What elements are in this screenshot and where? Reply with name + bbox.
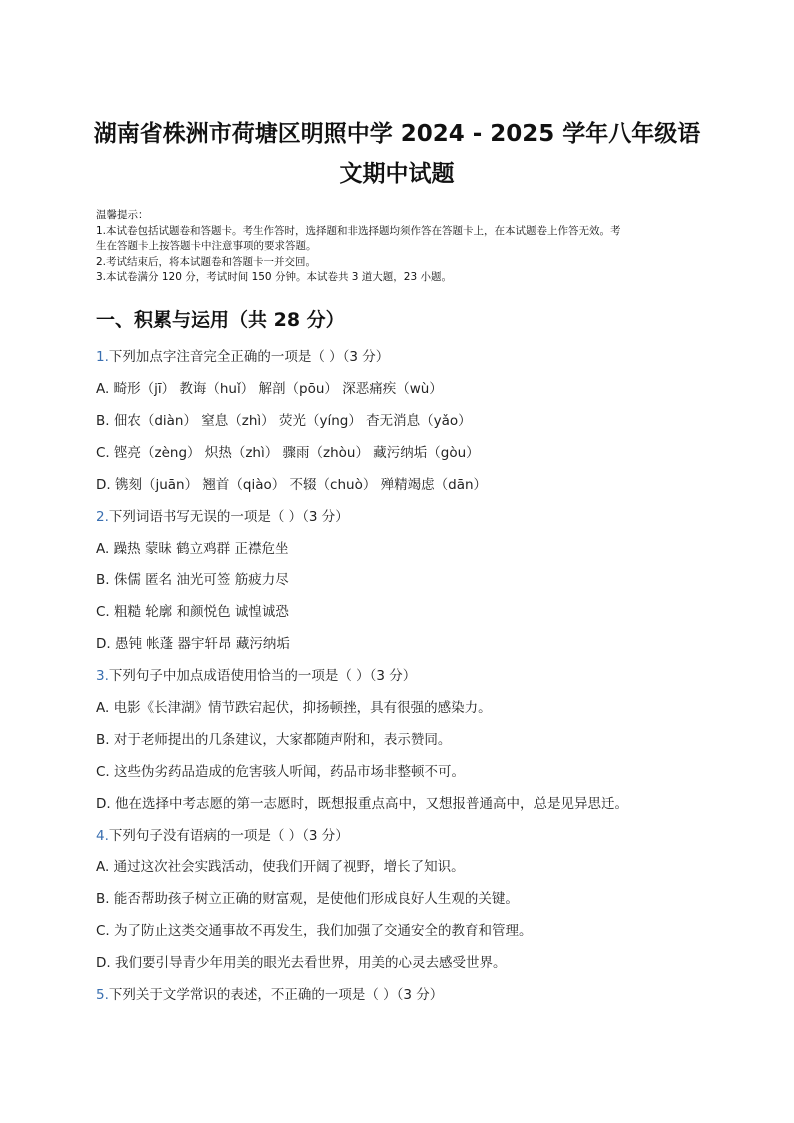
- question-text: 下列关于文学常识的表述，不正确的一项是（ ）（3 分）: [108, 987, 444, 1003]
- question-number: 3.: [96, 668, 109, 684]
- exam-title-line2: 文期中试题: [339, 161, 455, 187]
- question-stem: [96, 507, 349, 527]
- question-text: 下列词语书写无误的一项是（ ）（3 分）: [108, 509, 349, 525]
- option-c: C. 这些伪劣药品造成的危害骇人听闻，药品市场非整顿不可。: [96, 764, 466, 780]
- option-b: B. 对于老师提出的几条建议，大家都随声附和，表示赞同。: [96, 732, 452, 748]
- question-number: 4.: [96, 828, 109, 844]
- question-stem: [96, 666, 416, 686]
- tips-line: 1.本试卷包括试题卷和答题卡。考生作答时，选择题和非选择题均须作答在答题卡上，在本试题卷上作答无效。考: [96, 224, 621, 237]
- tips-heading: 温馨提示：: [96, 209, 149, 221]
- option-c: C. 为了防止这类交通事故不再发生，我们加强了交通安全的教育和管理。: [96, 923, 533, 939]
- section-heading: 一、积累与运用（共 28 分）: [96, 309, 345, 331]
- question-stem: [96, 347, 389, 367]
- option-c: C. 铿亮（zèng） 炽热（zhì） 骤雨（zhòu） 藏污纳垢（gòu）: [96, 445, 480, 461]
- exam-title-line1: 湖南省株洲市荷塘区明照中学 2024 - 2025 学年八年级语: [93, 121, 701, 147]
- tips-block: [96, 208, 700, 286]
- question-number: 2.: [96, 509, 109, 525]
- option-d: D. 愚钝 帐蓬 器宇轩昂 藏污纳垢: [96, 636, 290, 652]
- option-d: D. 镌刻（juān） 翘首（qiào） 不辍（chuò） 殚精竭虑（dān）: [96, 477, 488, 493]
- option-b: B. 侏儒 匿名 油光可签 筋疲力尽: [96, 572, 289, 588]
- option-a: A. 畸形（jī） 教诲（huǐ） 解剖（pōu） 深恶痛疾（wù）: [96, 381, 443, 397]
- question-text: 下列句子中加点成语使用恰当的一项是（ ）（3 分）: [108, 668, 417, 684]
- question-stem: [96, 985, 443, 1005]
- option-b: B. 能否帮助孩子树立正确的财富观，是使他们形成良好人生观的关键。: [96, 891, 519, 907]
- option-a: A. 躁热 蒙昧 鹤立鸡群 正襟危坐: [96, 541, 289, 557]
- question-stem: [96, 826, 349, 846]
- question-number: 5.: [96, 987, 109, 1003]
- question-number: 1.: [96, 349, 109, 365]
- tips-line: 3.本试卷满分 120 分，考试时间 150 分钟。本试卷共 3 道大题，23 小题。: [96, 271, 453, 283]
- tips-line: 生在答题卡上按答题卡中注意事项的要求答题。: [96, 240, 317, 252]
- tips-line: 2.考试结束后，将本试题卷和答题卡一并交回。: [96, 255, 317, 268]
- option-d: D. 他在选择中考志愿的第一志愿时，既想报重点高中，又想报普通高中，总是见异思迁。: [96, 796, 628, 812]
- option-a: A. 通过这次社会实践活动，使我们开阔了视野，增长了知识。: [96, 859, 465, 875]
- option-c: C. 粗糙 轮廓 和颜悦色 诚惶诚恐: [96, 604, 289, 620]
- option-a: A. 电影《长津湖》情节跌宕起伏，抑扬顿挫，具有很强的感染力。: [96, 700, 492, 716]
- question-text: 下列句子没有语病的一项是（ ）（3 分）: [108, 828, 349, 844]
- option-b: B. 佃农（diàn） 窒息（zhì） 荧光（yíng） 杳无消息（yǎo）: [96, 413, 472, 429]
- question-text: 下列加点字注音完全正确的一项是（ ）（3 分）: [108, 349, 390, 365]
- option-d: D. 我们要引导青少年用美的眼光去看世界，用美的心灵去感受世界。: [96, 955, 507, 971]
